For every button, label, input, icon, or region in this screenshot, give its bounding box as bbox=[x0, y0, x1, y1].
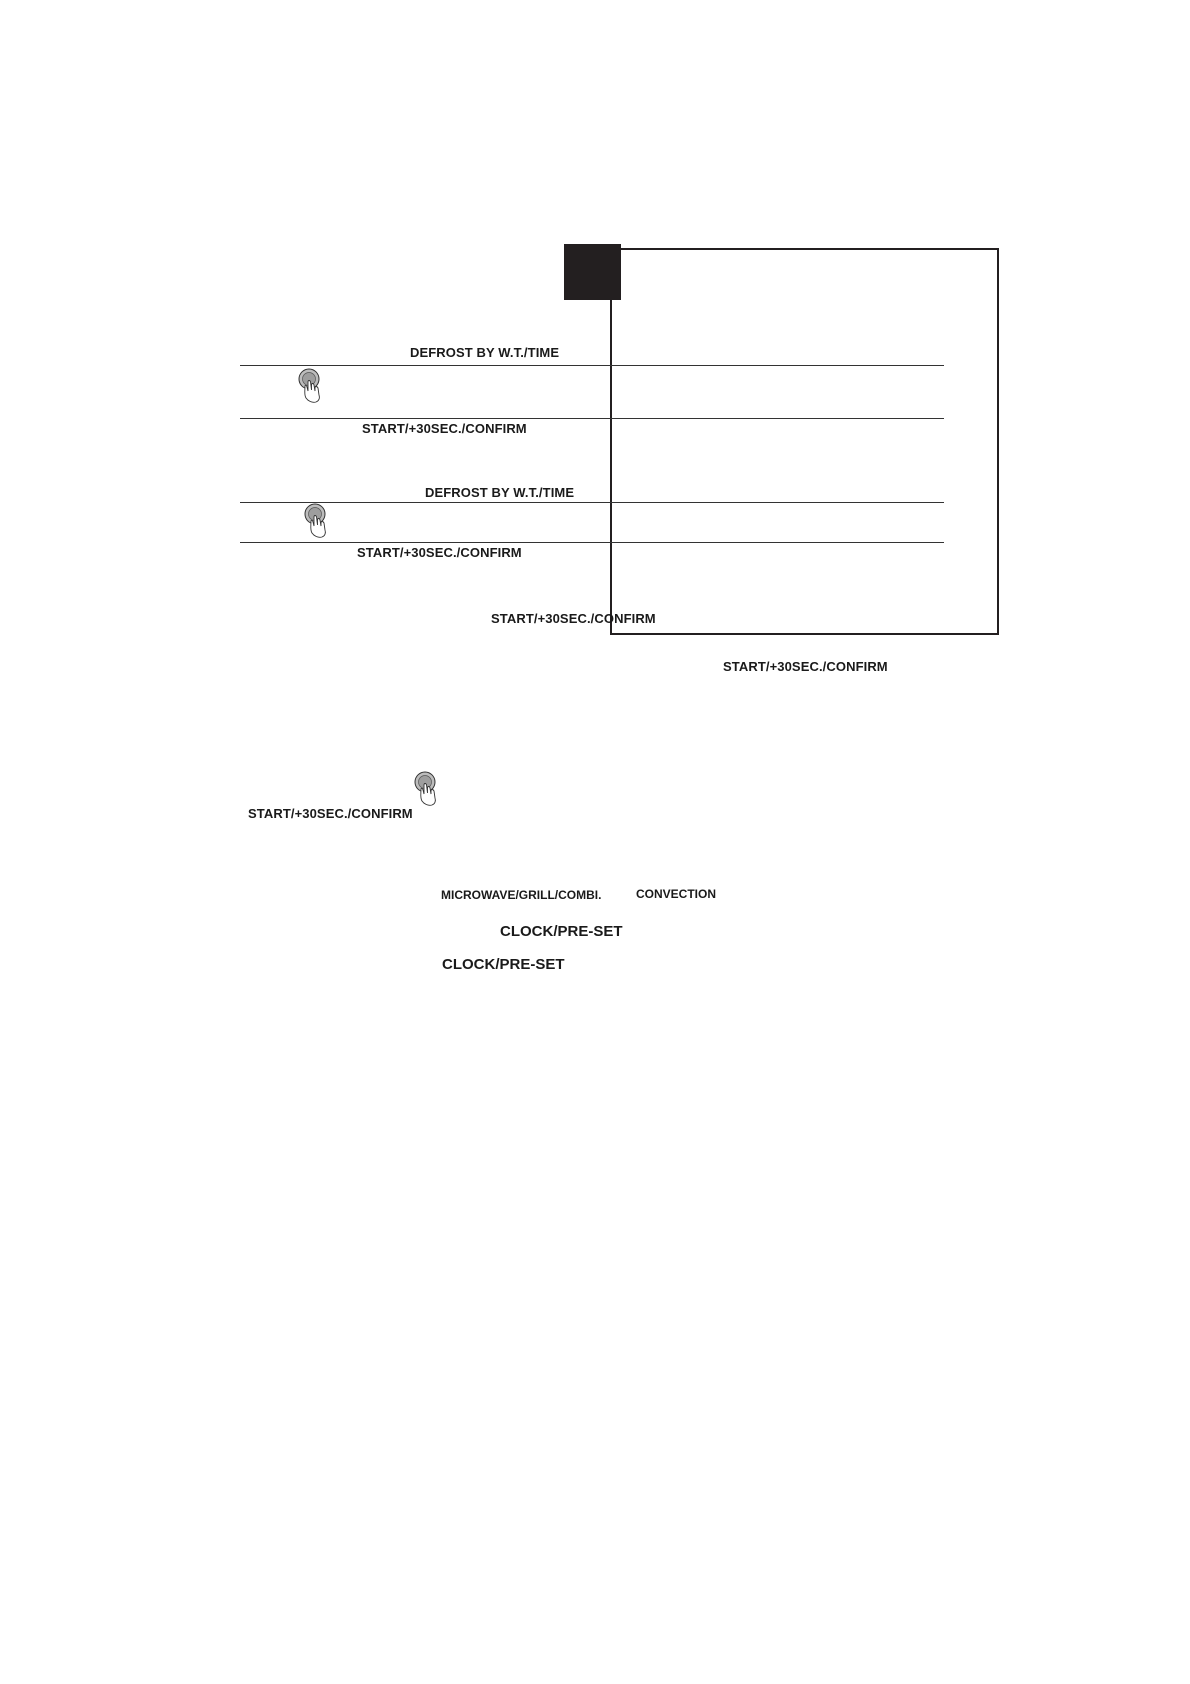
start-confirm-label-1: START/+30SEC./CONFIRM bbox=[362, 421, 527, 436]
display-frame bbox=[610, 248, 999, 635]
table-rule bbox=[240, 542, 944, 543]
table-rule bbox=[240, 418, 944, 419]
knob-hand-icon bbox=[296, 368, 326, 404]
start-confirm-label-2: START/+30SEC./CONFIRM bbox=[357, 545, 522, 560]
knob-hand-icon bbox=[302, 503, 332, 539]
knob-hand-icon bbox=[412, 771, 442, 807]
defrost-by-weight-time-label-1: DEFROST BY W.T./TIME bbox=[410, 345, 560, 360]
convection-label: CONVECTION bbox=[636, 887, 717, 901]
table-rule bbox=[240, 365, 944, 366]
defrost-by-weight-time-label-2: DEFROST BY W.T./TIME bbox=[425, 485, 575, 500]
microwave-grill-combi-label: MICROWAVE/GRILL/COMBI. bbox=[441, 888, 602, 902]
start-confirm-label-5: START/+30SEC./CONFIRM bbox=[248, 806, 413, 821]
clock-preset-label-2: CLOCK/PRE-SET bbox=[442, 956, 565, 973]
clock-preset-label-1: CLOCK/PRE-SET bbox=[500, 923, 623, 940]
start-confirm-label-4: START/+30SEC./CONFIRM bbox=[723, 659, 888, 674]
table-rule bbox=[240, 502, 944, 503]
start-confirm-label-3: START/+30SEC./CONFIRM bbox=[491, 611, 656, 626]
